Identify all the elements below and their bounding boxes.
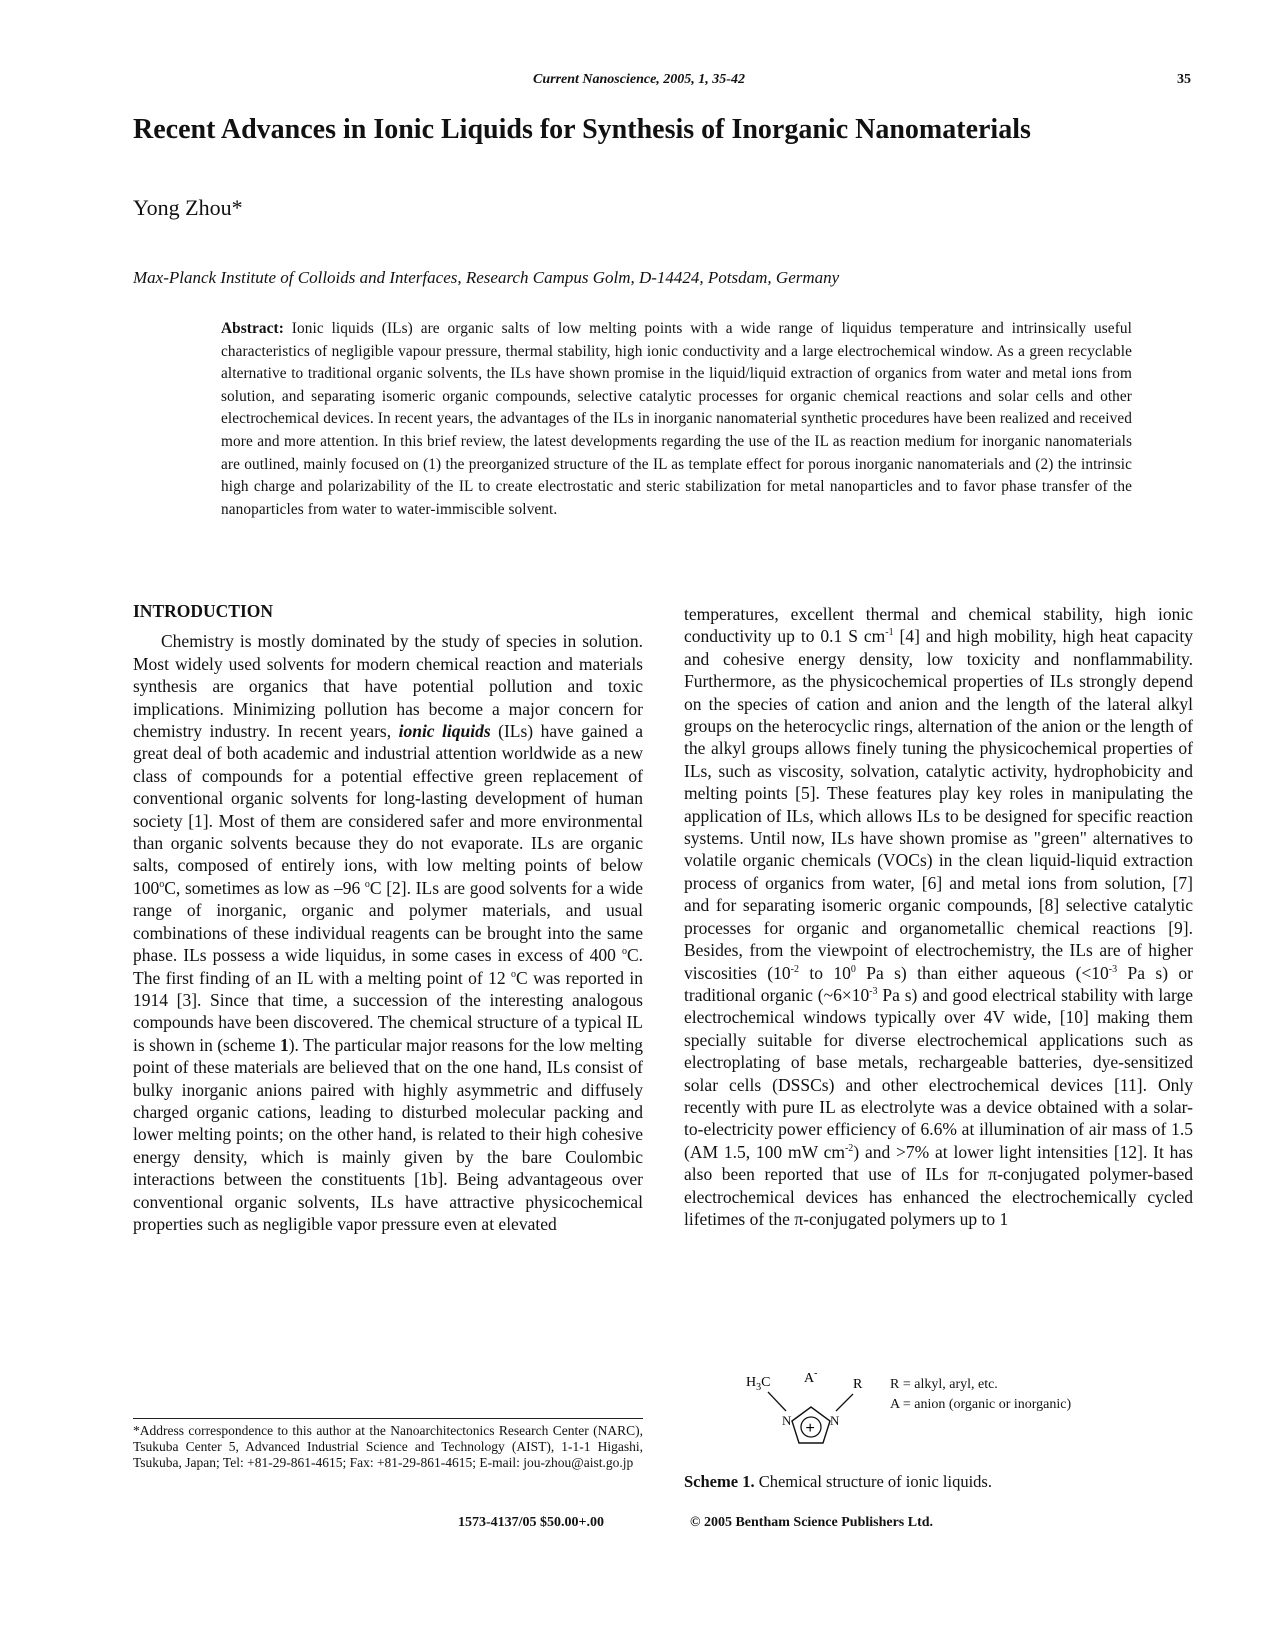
right-column [684, 603, 1193, 1230]
nitrogen-right: N [830, 1413, 840, 1428]
right-paragraph: temperatures, excellent thermal and chemical stability, high ionic conductivity up to 0.1 S $cm^{-1}$ [4] and high mobility, high heat capacity and cohesive energy density, low toxicity and nonflammability. Furthermore, as the physicochemical properties of ILs strongly depend on the species of cation and anion and the length of the lateral alkyl groups on the heterocyclic rings, alternation of the anion or the length of the alkyl groups allows finely tuning the physicochemical properties of ILs, such as viscosity, solvation, catalytic activity, hydrophobicity and melting points [5]. These features play key roles in manipulating the application of ILs, which allows ILs to be designed for specific reaction systems. Until now, ILs have shown promise as "green" alternatives to volatile organic chemicals (VOCs) in the clean liquid-liquid extraction process of organics from water, [6] and metal ions from solution, [7] and for separating isomeric organic compounds, [8] selective catalytic processes for organic and organometallic chemical reactions [9]. Besides, from the viewpoint of electrochemistry, the ILs are of higher viscosities ($10^{-2}$ to $10^0$ Pa s) than either aqueous ($<10^{-3}$ Pa s) or traditional organic ($\sim 6\times 10^{-3}$ Pa s) and good electrical stability with large electrochemical windows typically over 4V wide, [10] making them specially suitable for diverse electrochemical applications such as electroplating of base metals, rechargeable batteries, dye-sensitized solar cells (DSSCs) and other electrochemical devices [11]. Only recently with pure IL as electrolyte was a device obtained with a solar-to-electricity power efficiency of 6.6% at illumination of air mass of 1.5 (AM 1.5, 100 mW $cm^{-2}$) and >7% at lower light intensities [12]. It has also been reported that use of ILs for π-conjugated polymer-based electrochemical devices has enhanced the electrochemically cycled lifetimes of the π-conjugated polymers up to 1 [684, 604, 1193, 1229]
affiliation: Max-Planck Institute of Colloids and Interfaces, Research Campus Golm, D-14424, Potsdam, Germany [133, 268, 840, 287]
legend-a: A = anion (organic or inorganic) [890, 1397, 1072, 1412]
bond-r-group [836, 1394, 853, 1411]
methyl-group-label: $H_3C$ [746, 1375, 771, 1393]
scheme-reference: 1 [279, 1034, 289, 1055]
left-column [133, 600, 643, 1235]
footnote-divider [133, 1418, 643, 1419]
page-number: 35 [1177, 72, 1191, 87]
ionic-liquids-term: ionic liquids [398, 721, 491, 742]
imidazolium-structure-diagram [740, 1368, 890, 1468]
correspondence-footnote: *Address correspondence to this author at the Nanoarchitectonics Research Center (NARC), Tsukuba Center 5, Advanced Industrial Science and Technology (AIST), 1-1-1 Higashi, Tsukuba, Japan; Tel: +81-29-861-4615; Fax: +81-29-861-4615; E-mail: jou-zhou@aist.go.jp [133, 1423, 643, 1471]
r-group-label: R [853, 1377, 863, 1392]
plus-sign: + [805, 1420, 815, 1437]
section-heading-introduction: INTRODUCTION [133, 601, 274, 621]
author-name: Yong Zhou* [133, 195, 243, 220]
issn-price: 1573-4137/05 $50.00+.00 [458, 1515, 605, 1530]
copyright: © 2005 Bentham Science Publishers Ltd. [690, 1515, 934, 1530]
intro-paragraph: Chemistry is mostly dominated by the study of species in solution. Most widely used solvents for modern chemical reaction and materials synthesis are organics that have potential pollution and toxic implications. Minimizing pollution has become a major concern for chemistry industry. In recent years, ionic liquids (ILs) have gained a great deal of both academic and industrial attention worldwide as a new class of compounds for a potential effective green replacement of conventional organic solvents for long-lasting development of human society [1]. Most of them are considered safer and more environmental than organic solvents because they do not evaporate. ILs are organic salts, composed of entirely ions, with low melting points of below 100$^o$C, sometimes as low as –96 $^o$C [2]. ILs are good solvents for a wide range of inorganic, organic and polymer materials, and usual combinations of these individual reagents can be brought into the same phase. ILs possess a wide liquidus, in some cases in excess of 400 $^o$C. The first finding of an IL with a melting point of 12 $^o$C was reported in 1914 [3]. Since that time, a succession of the interesting analogous compounds have been discovered. The chemical structure of a typical IL is shown in (scheme 1). The particular major reasons for the low melting point of these materials are believed that on the one hand, ILs consist of bulky inorganic anions paired with highly asymmetric and diffusely charged organic cations, leading to disturbed molecular packing and lower melting points; on the other hand, is related to their high cohesive energy density, which is mainly given by the bare Coulombic interactions between the constituents [1b]. Being advantageous over conventional organic solvents, ILs have attractive physicochemical properties such as negligible vapor pressure even at elevated [133, 631, 643, 1234]
abstract [221, 318, 1132, 521]
anion-label: A- [804, 1368, 818, 1386]
scheme-legend [890, 1375, 1071, 1415]
bond-methyl [768, 1392, 786, 1411]
paper-title: Recent Advances in Ionic Liquids for Synthesis of Inorganic Nanomaterials [133, 114, 1031, 145]
legend-r: R = alkyl, aryl, etc. [890, 1377, 998, 1392]
journal-citation: Current Nanoscience, 2005, 1, 35-42 [533, 72, 745, 87]
scheme-caption: Scheme 1. Chemical structure of ionic liquids. [684, 1472, 992, 1491]
nitrogen-left: N [782, 1413, 792, 1428]
abstract-text: Ionic liquids (ILs) are organic salts of low melting points with a wide range of liquidus temperature and intrinsically useful characteristics of negligible vapour pressure, thermal stability, high ionic conductivity and a large electrochemical window. As a green recyclable alternative to traditional organic solvents, the ILs have shown promise in the liquid/liquid extraction of organics from water and metal ions from solution, and separating isomeric organic compounds, selective catalytic processes for organic chemical reactions and solar cells and other electrochemical devices. In recent years, the advantages of the ILs in inorganic nanomaterial synthetic procedures have been realized and received more and more attention. In this brief review, the latest developments regarding the use of the IL as reaction medium for inorganic nanomaterials are outlined, mainly focused on (1) the preorganized structure of the IL as template effect for porous inorganic nanomaterials and (2) the intrinsic high charge and polarizability of the IL to create electrostatic and steric stabilization for metal nanoparticles and to favor phase transfer of the nanoparticles from water to water-immiscible solvent. [221, 320, 1132, 518]
abstract-label: Abstract: [221, 320, 284, 337]
